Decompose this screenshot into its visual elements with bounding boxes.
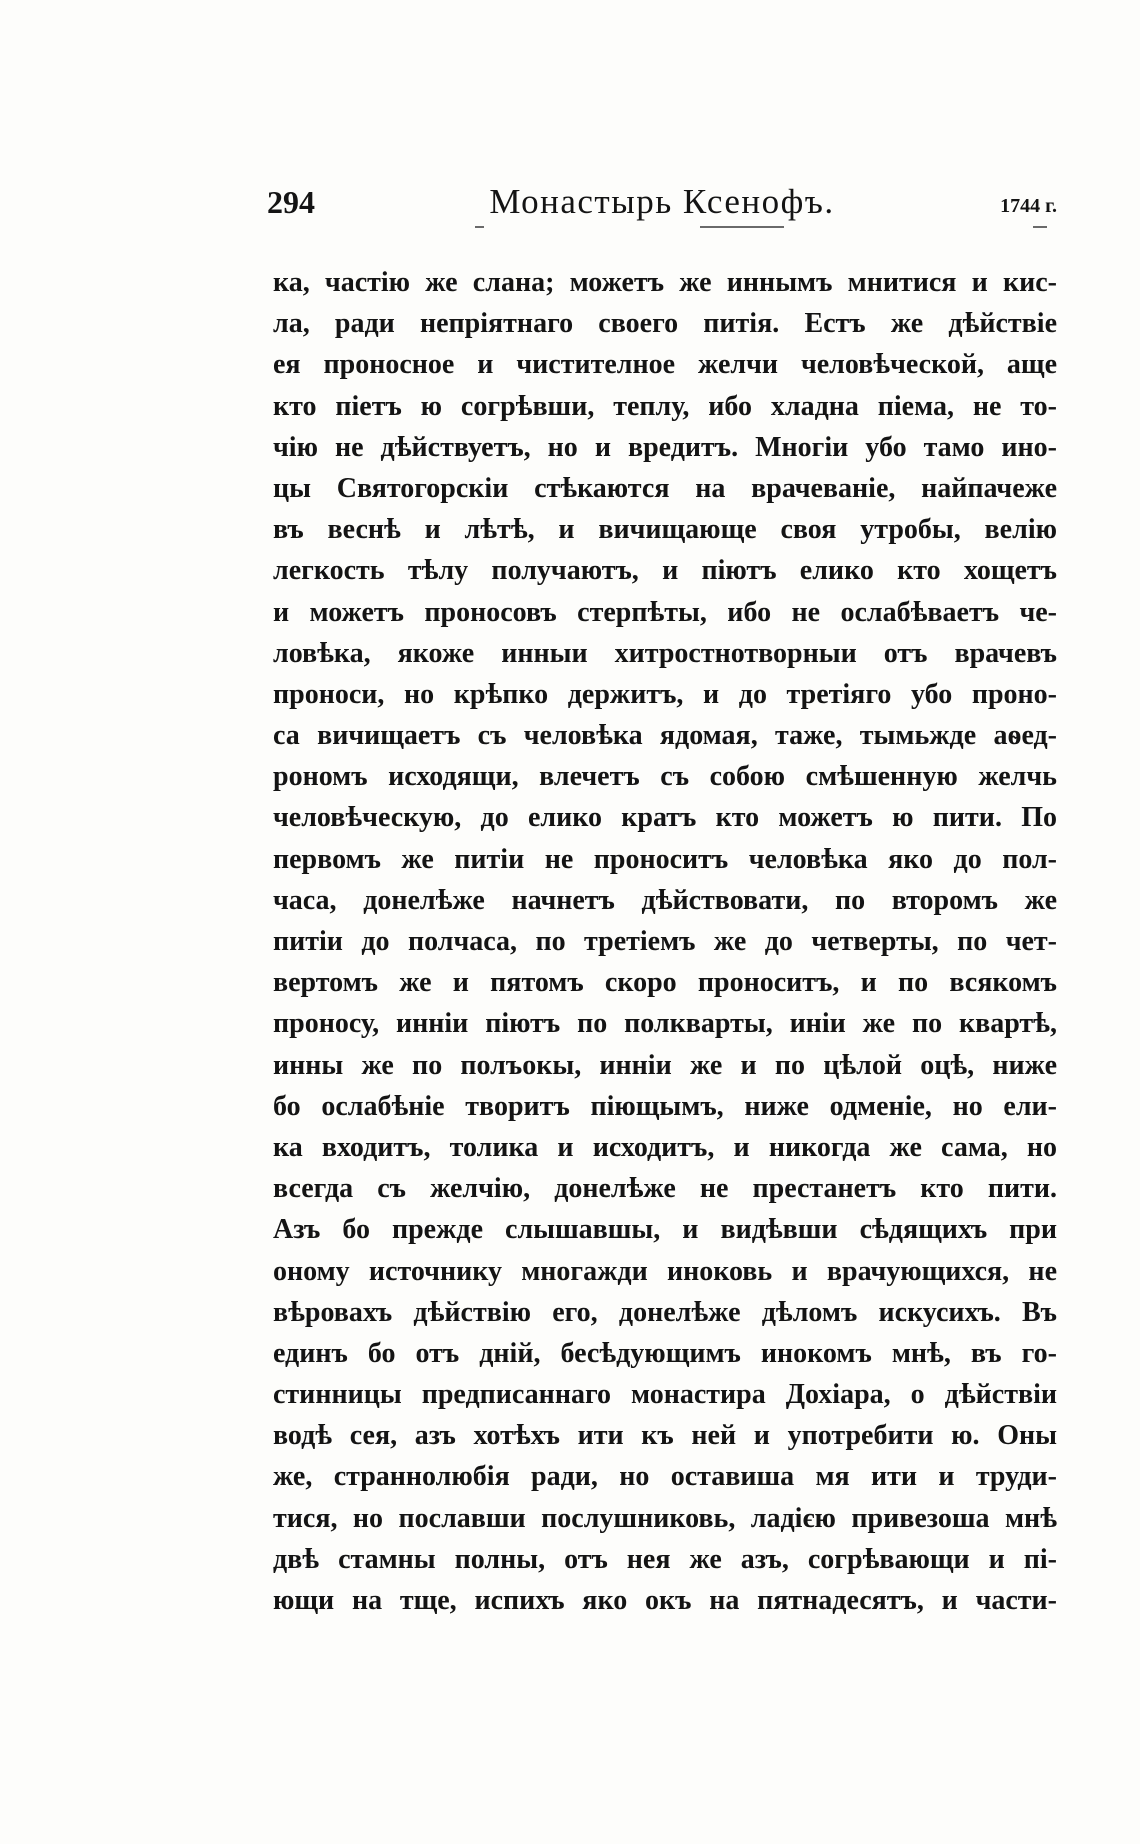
- text-line: чію не дѣйствуетъ, но и вредитъ. Многіи убо тамо ино-: [273, 431, 1057, 463]
- text-line: первомъ же питіи не проноситъ человѣка яко до пол-: [273, 843, 1057, 875]
- text-line: всегда съ желчію, донелѣже не престанетъ кто пити.: [273, 1173, 1057, 1205]
- page-number: 294: [267, 184, 315, 220]
- text-line: кто піетъ ю согрѣвши, теплу, ибо хладна піема, не то-: [273, 390, 1057, 422]
- text-line: часа, донелѣже начнетъ дѣйствовати, по второмъ же: [273, 884, 1057, 916]
- body-text: [273, 262, 1057, 1621]
- text-line: легкость тѣлу получаютъ, и піютъ елико кто хощетъ: [273, 555, 1057, 587]
- text-line: проноси, но крѣпко держитъ, и до третіяго убо проно-: [273, 678, 1057, 710]
- running-title: Монастырь Ксенофъ.: [489, 182, 835, 221]
- text-line: Азъ бо прежде слышавшы, и видѣвши сѣдящихъ при: [273, 1214, 1057, 1246]
- text-line: питіи до полчаса, по третіемъ же до четверты, по чет-: [273, 926, 1057, 957]
- text-line: бо ослабѣніе творитъ піющымъ, ниже одменіе, но ели-: [273, 1090, 1057, 1122]
- text-line: оному источнику многажди иноковь и врачующихся, не: [273, 1255, 1057, 1287]
- text-line: са вичищаетъ съ человѣка ядомая, таже, тымьжде аѳед-: [273, 720, 1057, 752]
- text-line: человѣческую, до елико кратъ кто можетъ ю пити. По: [273, 802, 1057, 834]
- header-rule: [0, 226, 1140, 229]
- page-header: [267, 180, 1057, 224]
- text-line: водѣ сея, азъ хотѣхъ ити къ ней и употребити ю. Оны: [273, 1420, 1057, 1452]
- text-line: рономъ исходящи, влечетъ съ собою смѣшенную желчь: [273, 761, 1057, 793]
- text-line: ловѣка, якоже инныи хитростнотворныи отъ врачевъ: [273, 637, 1057, 669]
- text-line: въ веснѣ и лѣтѣ, и вичищающе своя утробы, велію: [273, 514, 1057, 546]
- text-line: же, страннолюбія ради, но оставиша мя ити и труди-: [273, 1461, 1057, 1493]
- text-line: ка, частію же слана; можетъ же иннымъ мнитися и кис-: [273, 267, 1057, 298]
- year-marker: 1744 г.: [1000, 195, 1057, 217]
- text-line: двѣ стамны полны, отъ нея же азъ, согрѣвающи и пі-: [273, 1543, 1057, 1575]
- text-line: стинницы предписаннаго монастира Дохіара, о дѣйствіи: [273, 1379, 1057, 1411]
- text-line: вѣровахъ дѣйствію его, донелѣже дѣломъ искусихъ. Въ: [273, 1296, 1057, 1328]
- text-line: единъ бо отъ дній, бесѣдующимъ инокомъ мнѣ, въ го-: [273, 1337, 1057, 1369]
- text-line: цы Святогорскіи стѣкаются на врачеваніе, найпачеже: [273, 472, 1057, 504]
- text-line: ющи на тще, испихъ яко окъ на пятнадесятъ, и части-: [273, 1585, 1057, 1616]
- text-line: вертомъ же и пятомъ скоро проноситъ, и по всякомъ: [273, 967, 1057, 999]
- text-line: ка входитъ, толика и исходитъ, и никогда же сама, но: [273, 1131, 1057, 1163]
- text-line: ла, ради непріятнаго своего питія. Естъ же дѣйствіе: [273, 308, 1057, 340]
- text-line: проносу, инніи піютъ по полкварты, иніи же по квартѣ,: [273, 1008, 1057, 1040]
- text-line: ея проносное и чистителное желчи человѣческой, аще: [273, 349, 1057, 381]
- text-line: инны же по полъокы, инніи же и по цѣлой оцѣ, ниже: [273, 1049, 1057, 1081]
- text-line: и можетъ проносовъ стерпѣты, ибо не ослабѣваетъ че-: [273, 596, 1057, 628]
- text-line: тися, но пославши послушниковь, ладією привезоша мнѣ: [273, 1502, 1057, 1534]
